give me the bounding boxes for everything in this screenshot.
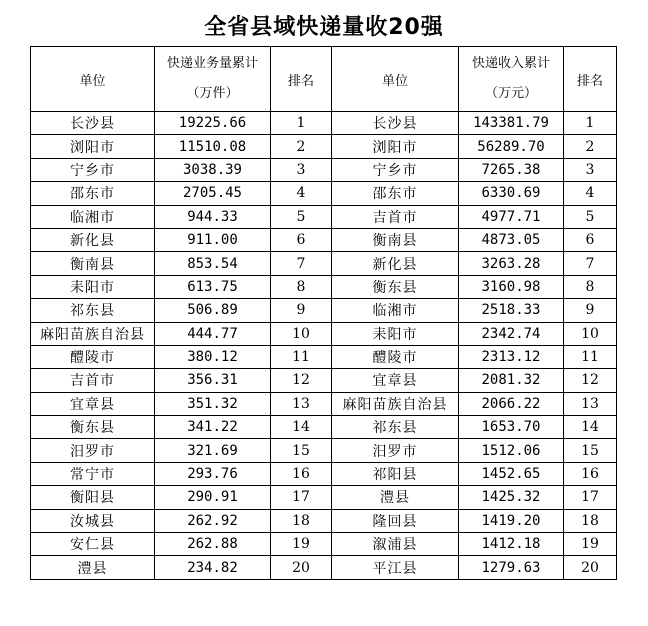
income-value-cell: 1419.20 [459, 509, 564, 532]
income-unit-cell: 祁东县 [332, 416, 459, 439]
volume-unit-cell: 临湘市 [31, 205, 155, 228]
income-unit-cell: 溆浦县 [332, 533, 459, 556]
volume-value-cell: 506.89 [155, 299, 271, 322]
income-unit-cell: 衡南县 [332, 228, 459, 251]
table-row [31, 556, 617, 579]
header-volume [155, 47, 271, 112]
volume-value-cell: 234.82 [155, 556, 271, 579]
volume-value-cell: 351.32 [155, 392, 271, 415]
table-row [31, 135, 617, 158]
income-value-cell: 2342.74 [459, 322, 564, 345]
volume-rank-cell: 16 [271, 462, 332, 485]
income-value-cell: 4977.71 [459, 205, 564, 228]
table-body [31, 112, 617, 580]
income-unit-cell: 宁乡市 [332, 158, 459, 181]
volume-unit-cell: 常宁市 [31, 462, 155, 485]
volume-value-cell: 293.76 [155, 462, 271, 485]
income-value-cell: 4873.05 [459, 228, 564, 251]
volume-unit-cell: 醴陵市 [31, 345, 155, 368]
volume-rank-cell: 15 [271, 439, 332, 462]
income-unit-cell: 衡东县 [332, 275, 459, 298]
volume-rank-cell: 18 [271, 509, 332, 532]
table-row [31, 299, 617, 322]
income-rank-cell: 11 [564, 345, 617, 368]
table-row [31, 392, 617, 415]
volume-value-cell: 3038.39 [155, 158, 271, 181]
header-volume-line1: 快递业务量累计 [166, 56, 258, 71]
volume-value-cell: 444.77 [155, 322, 271, 345]
volume-unit-cell: 衡南县 [31, 252, 155, 275]
volume-rank-cell: 19 [271, 533, 332, 556]
table-row [31, 275, 617, 298]
volume-value-cell: 290.91 [155, 486, 271, 509]
income-value-cell: 3263.28 [459, 252, 564, 275]
volume-value-cell: 19225.66 [155, 112, 271, 135]
income-unit-cell: 隆回县 [332, 509, 459, 532]
volume-value-cell: 262.88 [155, 533, 271, 556]
income-unit-cell: 吉首市 [332, 205, 459, 228]
table-row [31, 462, 617, 485]
income-rank-cell: 2 [564, 135, 617, 158]
volume-unit-cell: 麻阳苗族自治县 [31, 322, 155, 345]
income-unit-cell: 临湘市 [332, 299, 459, 322]
table-row [31, 369, 617, 392]
table-row [31, 182, 617, 205]
volume-rank-cell: 3 [271, 158, 332, 181]
volume-rank-cell: 12 [271, 369, 332, 392]
volume-value-cell: 613.75 [155, 275, 271, 298]
volume-value-cell: 321.69 [155, 439, 271, 462]
volume-value-cell: 341.22 [155, 416, 271, 439]
income-rank-cell: 7 [564, 252, 617, 275]
header-income [459, 47, 564, 112]
table-row [31, 228, 617, 251]
income-rank-cell: 1 [564, 112, 617, 135]
volume-rank-cell: 6 [271, 228, 332, 251]
income-rank-cell: 8 [564, 275, 617, 298]
income-value-cell: 56289.70 [459, 135, 564, 158]
volume-value-cell: 11510.08 [155, 135, 271, 158]
income-rank-cell: 4 [564, 182, 617, 205]
income-value-cell: 1653.70 [459, 416, 564, 439]
income-rank-cell: 19 [564, 533, 617, 556]
volume-rank-cell: 5 [271, 205, 332, 228]
volume-rank-cell: 1 [271, 112, 332, 135]
income-rank-cell: 10 [564, 322, 617, 345]
volume-unit-cell: 邵东市 [31, 182, 155, 205]
header-row [31, 47, 617, 112]
volume-unit-cell: 新化县 [31, 228, 155, 251]
volume-unit-cell: 汨罗市 [31, 439, 155, 462]
income-unit-cell: 浏阳市 [332, 135, 459, 158]
header-income-line2: （万元） [484, 86, 537, 101]
volume-unit-cell: 衡阳县 [31, 486, 155, 509]
income-value-cell: 1279.63 [459, 556, 564, 579]
volume-unit-cell: 宜章县 [31, 392, 155, 415]
income-value-cell: 1512.06 [459, 439, 564, 462]
volume-rank-cell: 14 [271, 416, 332, 439]
volume-value-cell: 380.12 [155, 345, 271, 368]
volume-unit-cell: 衡东县 [31, 416, 155, 439]
income-value-cell: 2081.32 [459, 369, 564, 392]
income-rank-cell: 16 [564, 462, 617, 485]
volume-rank-cell: 13 [271, 392, 332, 415]
page-title: 全省县域快递量收20强 [204, 15, 444, 40]
volume-rank-cell: 8 [271, 275, 332, 298]
income-rank-cell: 6 [564, 228, 617, 251]
income-value-cell: 1412.18 [459, 533, 564, 556]
income-unit-cell: 宜章县 [332, 369, 459, 392]
table-row [31, 252, 617, 275]
income-unit-cell: 平江县 [332, 556, 459, 579]
volume-value-cell: 2705.45 [155, 182, 271, 205]
table-row [31, 486, 617, 509]
volume-value-cell: 262.92 [155, 509, 271, 532]
volume-unit-cell: 耒阳市 [31, 275, 155, 298]
income-unit-cell: 新化县 [332, 252, 459, 275]
income-unit-cell: 麻阳苗族自治县 [332, 392, 459, 415]
income-value-cell: 2518.33 [459, 299, 564, 322]
volume-unit-cell: 汝城县 [31, 509, 155, 532]
volume-value-cell: 853.54 [155, 252, 271, 275]
income-unit-cell: 邵东市 [332, 182, 459, 205]
header-unit-left: 单位 [31, 47, 155, 112]
income-rank-cell: 12 [564, 369, 617, 392]
income-rank-cell: 20 [564, 556, 617, 579]
volume-rank-cell: 2 [271, 135, 332, 158]
volume-unit-cell: 澧县 [31, 556, 155, 579]
income-rank-cell: 17 [564, 486, 617, 509]
income-unit-cell: 汨罗市 [332, 439, 459, 462]
income-unit-cell: 长沙县 [332, 112, 459, 135]
income-value-cell: 2066.22 [459, 392, 564, 415]
header-income-line1: 快递收入累计 [471, 56, 550, 71]
income-unit-cell: 醴陵市 [332, 345, 459, 368]
income-value-cell: 1452.65 [459, 462, 564, 485]
volume-rank-cell: 11 [271, 345, 332, 368]
volume-value-cell: 911.00 [155, 228, 271, 251]
table-row [31, 322, 617, 345]
income-rank-cell: 14 [564, 416, 617, 439]
volume-rank-cell: 7 [271, 252, 332, 275]
table-row [31, 112, 617, 135]
volume-rank-cell: 20 [271, 556, 332, 579]
income-rank-cell: 18 [564, 509, 617, 532]
volume-value-cell: 356.31 [155, 369, 271, 392]
header-rank-left: 排名 [271, 47, 332, 112]
table-row [31, 416, 617, 439]
income-rank-cell: 3 [564, 158, 617, 181]
volume-rank-cell: 9 [271, 299, 332, 322]
volume-rank-cell: 17 [271, 486, 332, 509]
table-row [31, 439, 617, 462]
income-rank-cell: 13 [564, 392, 617, 415]
header-volume-line2: （万件） [186, 86, 239, 101]
volume-unit-cell: 吉首市 [31, 369, 155, 392]
income-value-cell: 143381.79 [459, 112, 564, 135]
table-row [31, 345, 617, 368]
income-unit-cell: 澧县 [332, 486, 459, 509]
income-rank-cell: 15 [564, 439, 617, 462]
income-value-cell: 2313.12 [459, 345, 564, 368]
income-unit-cell: 耒阳市 [332, 322, 459, 345]
volume-rank-cell: 4 [271, 182, 332, 205]
volume-unit-cell: 浏阳市 [31, 135, 155, 158]
ranking-table [30, 46, 617, 580]
income-value-cell: 1425.32 [459, 486, 564, 509]
income-value-cell: 7265.38 [459, 158, 564, 181]
volume-unit-cell: 长沙县 [31, 112, 155, 135]
income-rank-cell: 9 [564, 299, 617, 322]
volume-unit-cell: 祁东县 [31, 299, 155, 322]
income-rank-cell: 5 [564, 205, 617, 228]
volume-rank-cell: 10 [271, 322, 332, 345]
header-rank-right: 排名 [564, 47, 617, 112]
volume-unit-cell: 宁乡市 [31, 158, 155, 181]
table-row [31, 158, 617, 181]
table-row [31, 205, 617, 228]
income-value-cell: 3160.98 [459, 275, 564, 298]
table-row [31, 509, 617, 532]
volume-value-cell: 944.33 [155, 205, 271, 228]
volume-unit-cell: 安仁县 [31, 533, 155, 556]
income-value-cell: 6330.69 [459, 182, 564, 205]
income-unit-cell: 祁阳县 [332, 462, 459, 485]
table-row [31, 533, 617, 556]
header-unit-right: 单位 [332, 47, 459, 112]
